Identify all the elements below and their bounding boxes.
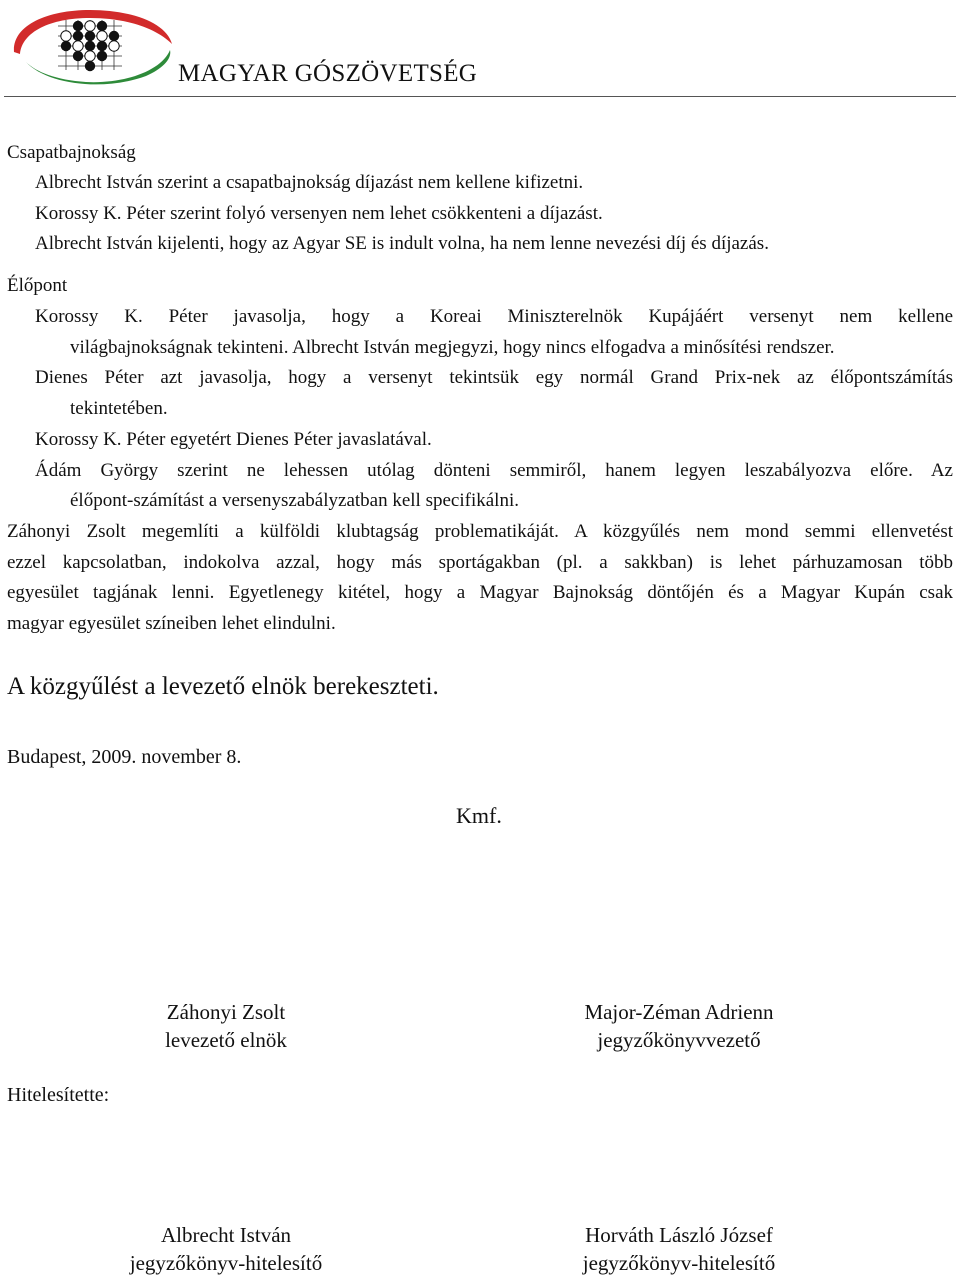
signatory-name: Záhonyi Zsolt: [166, 1000, 286, 1024]
points-item-continuation: világbajnokságnak tekinteni. Albrecht István megjegyzi, hogy nincs elfogadva a minősítési rendszer.: [70, 337, 835, 358]
signature-recorder: [540, 998, 818, 1054]
header-divider: [4, 96, 956, 97]
signature-chair: [100, 998, 352, 1054]
membership-line: Záhonyi Zsolt megemlíti a külföldi klubtagság problematikáját. A közgyűlés nem mond semmi ellenvetést: [7, 521, 953, 542]
team-line: Albrecht István szerint a csapatbajnokság díjazást nem kellene kifizetni.: [35, 172, 584, 193]
points-item-first-line: Korossy K. Péter javasolja, hogy a Koreai Miniszterelnök Kupájáért versenyt nem kellene: [35, 306, 953, 327]
points-item-first-line: Dienes Péter azt javasolja, hogy a versenyt tekintsük egy normál Grand Prix-nek az élőpontszámítás: [35, 367, 953, 388]
signatory-name: Horváth László József: [585, 1223, 773, 1247]
signatory-role: levezető elnök: [165, 1028, 287, 1052]
team-line: Korossy K. Péter szerint folyó versenyen nem lehet csökkenteni a díjazást.: [35, 203, 603, 224]
points-item-first-line: Ádám György szerint ne lehessen utólag dönteni semmiről, hanem legyen leszabályozva előre. Az: [35, 460, 953, 481]
membership-line: ezzel kapcsolatban, indokolva azzal, hogy más sportágakban (pl. a sakkban) is lehet párhuzamosan több: [7, 552, 953, 573]
section-title-points: Élőpont: [7, 275, 68, 296]
signature-verifier-1: [100, 1221, 352, 1277]
signatory-role: jegyzőkönyv-hitelesítő: [129, 1251, 323, 1275]
signatory-role: jegyzőkönyvvezető: [597, 1028, 761, 1052]
team-line: Albrecht István kijelenti, hogy az Agyar SE is indult volna, ha nem lenne nevezési díj és díjazás.: [35, 233, 769, 254]
signatory-role: jegyzőkönyv-hitelesítő: [582, 1251, 776, 1275]
section-title-team: Csapatbajnokság: [7, 142, 136, 163]
document-header: [0, 0, 960, 100]
membership-line: magyar egyesület színeiben lehet elindulni.: [7, 613, 336, 634]
points-item-first-line: Korossy K. Péter egyetért Dienes Péter javaslatával.: [35, 429, 432, 450]
go-stones-logo: [6, 4, 174, 92]
points-item-continuation: élőpont-számítást a versenyszabályzatban kell specifikálni.: [70, 490, 519, 511]
membership-line: egyesület tagjának lenni. Egyetlenegy kitétel, hogy a Magyar Bajnokság döntőjén és a Magyar Kupán csak: [7, 582, 953, 603]
kmf-mark: Kmf.: [456, 803, 502, 828]
place-and-date: Budapest, 2009. november 8.: [7, 746, 242, 768]
signatory-name: Major-Zéman Adrienn: [584, 1000, 774, 1024]
closing-statement: A közgyűlést a levezető elnök berekeszteti.: [7, 673, 439, 700]
signatory-name: Albrecht István: [160, 1223, 292, 1247]
organization-name: MAGYAR GÓSZÖVETSÉG: [178, 60, 478, 87]
certified-label: Hitelesítette:: [7, 1084, 110, 1106]
points-item-continuation: tekintetében.: [70, 398, 168, 419]
signature-verifier-2: [540, 1221, 818, 1277]
